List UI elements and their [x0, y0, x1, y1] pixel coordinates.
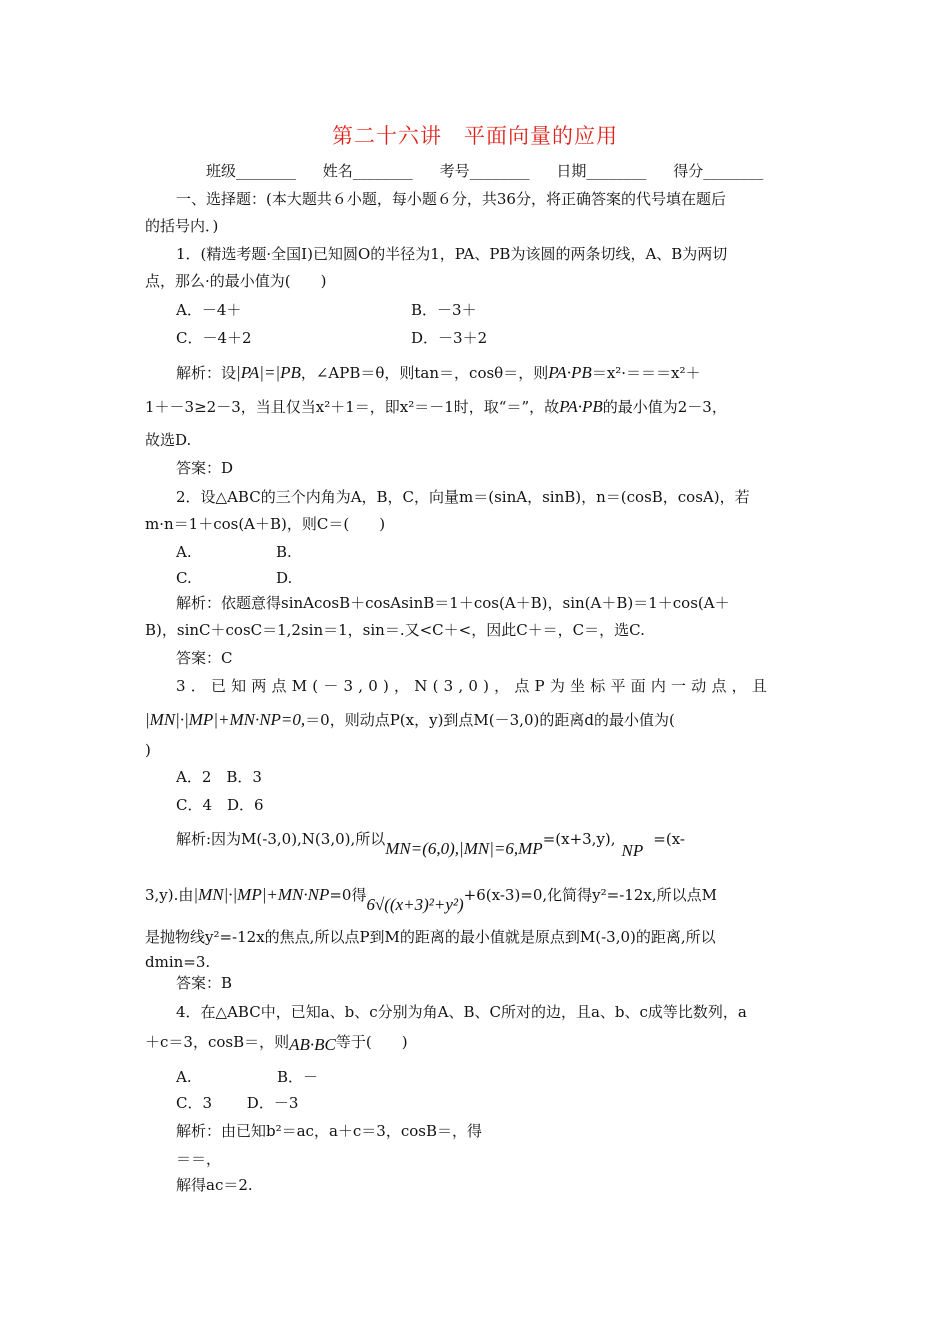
q2-option-c: C. — [176, 569, 192, 587]
q3-options-cd: C．4 D．6 — [176, 796, 264, 814]
q1-stem-cont: 点，那么·的最小值为( ) — [145, 272, 327, 290]
q1-option-c: C．－4＋2 — [176, 329, 252, 347]
q3-solution-line2 — [145, 885, 717, 914]
q1-vector-expr: |PA|=|PB — [236, 363, 301, 382]
q1-solution-text: 解析：设 — [176, 364, 237, 382]
q2-answer: 答案：C — [176, 649, 233, 667]
q3-solution-text: =(x- — [653, 830, 685, 848]
q1-solution-text: ，∠APB＝θ，则tan＝，cosθ＝，则 — [300, 364, 549, 382]
q4-solution-line2: ＝＝， — [176, 1150, 222, 1168]
q3-solution-line4: dmin=3. — [145, 953, 211, 971]
q2-stem: 2．设△ABC的三个内角为A，B，C，向量m＝(sinA，sinB)，n＝(cosB，cosA)，若 — [176, 488, 750, 506]
q3-vector-np: NP — [621, 841, 644, 860]
q1-option-b: B．－3＋ — [411, 301, 477, 319]
q4-stem-text: 等于( ) — [335, 1033, 408, 1051]
q1-solution-line3: 故选D. — [145, 431, 192, 449]
q1-solution-text: 的最小值为2－3， — [602, 398, 727, 416]
q1-solution-text: ＝x²·＝＝＝x²＋ — [591, 364, 701, 382]
q3-vector-condition: |MN|·|MP|+MN·NP=0, — [145, 710, 306, 729]
q4-stem-cont — [145, 1032, 408, 1052]
q1-option-a: A．－4＋ — [176, 301, 242, 319]
q3-solution-text: =(x+3,y), — [542, 830, 616, 848]
q3-distance-expr: 6√((x+3)²+y²) — [366, 895, 464, 914]
q1-dot-product: PA·PB — [559, 397, 603, 416]
page-title: 第二十六讲 平面向量的应用 — [332, 124, 618, 148]
q3-stem-text: ＝0，则动点P(x，y)到点M(－3,0)的距离d的最小值为( — [305, 711, 675, 729]
q4-stem-text: ＋c＝3，cosB＝，则 — [145, 1033, 290, 1051]
q4-option-a: A. — [176, 1068, 192, 1086]
q1-answer: 答案：D — [176, 459, 234, 477]
q3-answer: 答案：B — [176, 974, 233, 992]
q2-option-a: A. — [176, 543, 192, 561]
q3-solution-line1 — [176, 829, 685, 860]
q2-stem-cont: m·n＝1＋cos(A＋B)，则C＝( ) — [145, 515, 386, 533]
q4-solution-line1: 解析：由已知b²＝ac，a＋c＝3，cosB＝，得 — [176, 1122, 482, 1140]
q3-stem: 3．已知两点M(－3,0)，N(3,0)，点P为坐标平面内一动点，且 — [176, 677, 773, 695]
section-heading: 一、选择题：(本大题共６小题，每小题６分，共36分，将正确答案的代号填在题后 — [176, 190, 726, 208]
q4-stem: 4．在△ABC中，已知a、b、c分别为角A、B、C所对的边，且a、b、c成等比数列，a — [176, 1003, 747, 1021]
q4-dot-product: AB·BC — [289, 1035, 336, 1054]
class-field: 班级________ — [206, 162, 297, 180]
q2-option-b: B. — [276, 543, 292, 561]
q3-solution-text: +6(x-3)=0,化简得y²=-12x,所以点M — [463, 886, 717, 904]
q1-solution-line1 — [176, 363, 701, 383]
name-field: 姓名________ — [322, 162, 413, 180]
q3-solution-text: 3,y).由 — [145, 886, 194, 904]
q3-vector-condition: |MN|·|MP|+MN·NP — [193, 885, 330, 904]
q3-solution-line3: 是抛物线y²=-12x的焦点,所以点P到M的距离的最小值就是原点到M(-3,0)的距离,所以 — [145, 928, 716, 946]
q2-option-d: D. — [276, 569, 293, 587]
q4-option-b: B．－ — [277, 1068, 319, 1086]
section-heading-cont: 的括号内．) — [145, 217, 219, 235]
q3-solution-text: =0得 — [329, 886, 367, 904]
q1-option-d: D．－3＋2 — [411, 329, 488, 347]
date-field: 日期________ — [556, 162, 647, 180]
q3-solution-text: 解析:因为M(-3,0),N(3,0),所以 — [176, 830, 386, 848]
score-field: 得分________ — [673, 162, 764, 180]
exam-number-field: 考号________ — [439, 162, 530, 180]
q1-solution-text: 1＋－3≥2－3，当且仅当x²＋1＝，即x²＝－1时，取“＝”，故 — [145, 398, 560, 416]
q1-dot-product: PA·PB — [548, 363, 592, 382]
q3-options-ab: A．2 B．3 — [176, 768, 262, 786]
q2-solution-line2: B)，sinC＋cosC＝1,2sin＝1，sin＝.又<C＋<，因此C＋＝，C＝，选C. — [145, 621, 645, 639]
q4-solution-line3: 解得ac＝2. — [176, 1176, 253, 1194]
q4-options-cd: C．3 D．－3 — [176, 1094, 299, 1112]
q1-solution-line2 — [145, 397, 727, 417]
q2-solution-line1: 解析：依题意得sinAcosB＋cosAsinB＝1＋cos(A＋B)，sin(A＋B)＝1＋cos(A＋ — [176, 594, 730, 612]
q1-stem: 1．(精选考题·全国Ⅰ)已知圆O的半径为1，PA、PB为该圆的两条切线，A、B为两切 — [176, 245, 728, 263]
q3-stem-cont — [145, 710, 675, 730]
student-info-row — [206, 161, 785, 181]
q3-vector-expr: MN=(6,0),|MN|=6,MP — [385, 839, 543, 858]
q3-stem-end: ) — [145, 741, 151, 759]
